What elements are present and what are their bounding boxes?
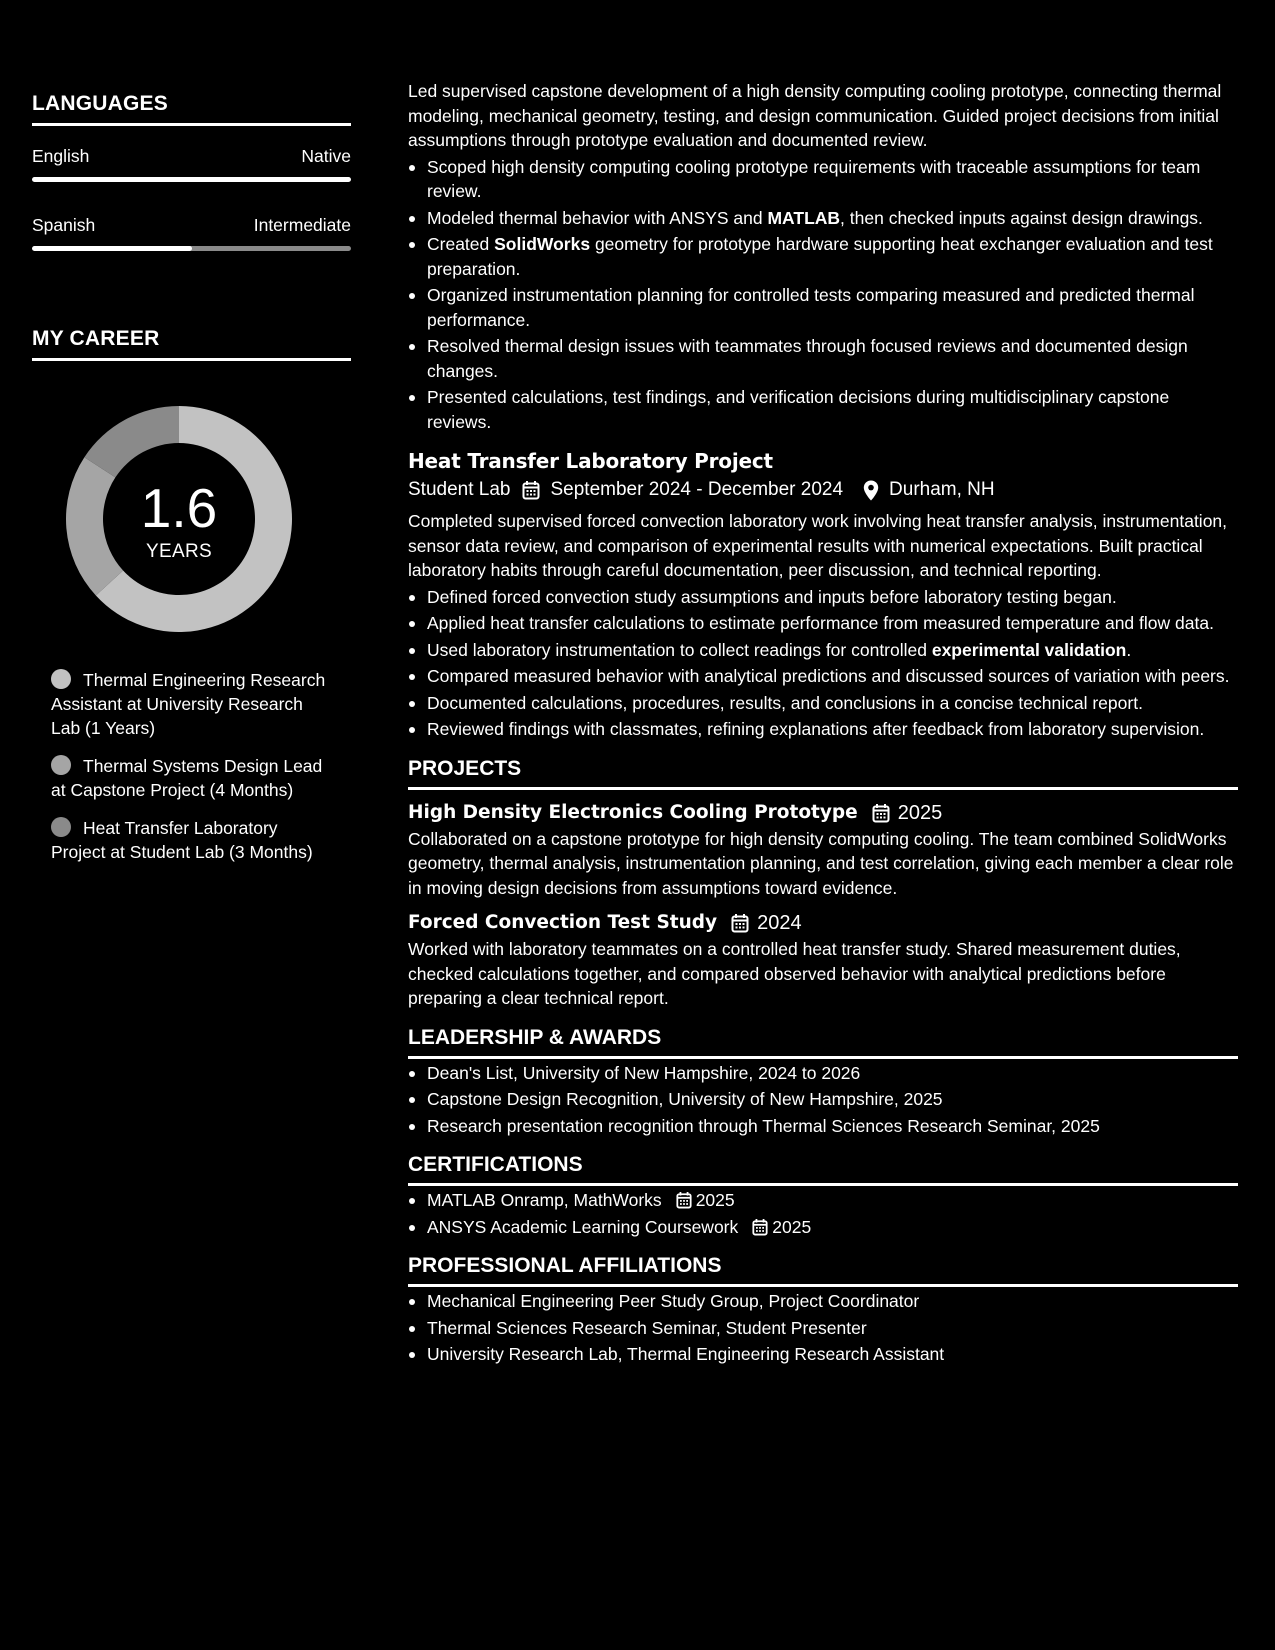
leadership-heading: LEADERSHIP & AWARDS [408, 1024, 1238, 1059]
job-org: Student Lab [408, 479, 511, 500]
career-legend-label: Thermal Systems Design Lead at Capstone Project (4 Months) [51, 756, 323, 800]
project-name: High Density Electronics Cooling Prototype [408, 801, 858, 823]
certification-item [408, 1188, 1238, 1213]
bullet-item: Compared measured behavior with analytical predictions and discussed sources of variation with peers. [408, 664, 1238, 689]
career-heading: MY CAREER [32, 327, 351, 361]
job-title: Heat Transfer Laboratory Project [408, 449, 773, 473]
bullet-item: Scoped high density computing cooling prototype requirements with traceable assumptions for team review. [408, 155, 1238, 204]
career-legend [51, 668, 333, 864]
bullet-item: Modeled thermal behavior with ANSYS and MATLAB, then checked inputs against design drawings. [408, 206, 1238, 231]
career-legend-item [51, 668, 333, 740]
calendar-icon [731, 913, 749, 933]
leadership-item: Dean's List, University of New Hampshire, 2024 to 2026 [408, 1061, 1238, 1086]
bullet-item: Created SolidWorks geometry for prototype hardware supporting heat exchanger evaluation and test preparation. [408, 232, 1238, 281]
certifications-heading: CERTIFICATIONS [408, 1151, 1238, 1186]
bullet-item: Defined forced convection study assumptions and inputs before laboratory testing began. [408, 585, 1238, 610]
language-bar-fill [32, 246, 192, 251]
certification-name: ANSYS Academic Learning Coursework [427, 1216, 739, 1237]
project-year: 2024 [757, 912, 802, 934]
language-name: Spanish [32, 215, 96, 235]
legend-dot [51, 755, 71, 775]
leadership-item: Research presentation recognition through Thermal Sciences Research Seminar, 2025 [408, 1114, 1238, 1139]
bullet-item: Organized instrumentation planning for controlled tests comparing measured and predicted thermal performance. [408, 283, 1238, 332]
job-bullets [408, 585, 1238, 742]
language-level: Intermediate [253, 215, 351, 235]
sidebar [32, 92, 351, 878]
legend-dot [51, 669, 71, 689]
job-dates: September 2024 - December 2024 [550, 479, 844, 500]
calendar-icon [522, 480, 540, 500]
project-description: Worked with laboratory teammates on a controlled heat transfer study. Shared measurement duties, checked calculations together, and compared observed behavior with analytical predictions before preparing a clear technical report. [408, 939, 1181, 1008]
language-level: Native [301, 146, 351, 166]
bullet-item: Resolved thermal design issues with teammates through focused reviews and documented design changes. [408, 334, 1238, 383]
project-title [408, 909, 1238, 937]
calendar-icon [752, 1218, 768, 1236]
affiliations-heading: PROFESSIONAL AFFILIATIONS [408, 1252, 1238, 1287]
calendar-icon [676, 1191, 692, 1209]
legend-dot [51, 817, 71, 837]
project-name: Forced Convection Test Study [408, 912, 718, 933]
career-legend-label: Heat Transfer Laboratory Project at Student Lab (3 Months) [51, 818, 313, 862]
affiliation-item: Mechanical Engineering Peer Study Group, Project Coordinator [408, 1289, 1238, 1314]
certification-item [408, 1215, 1238, 1240]
language-name: English [32, 146, 90, 166]
bullet-item: Applied heat transfer calculations to estimate performance from measured temperature and flow data. [408, 611, 1238, 636]
certification-year: 2025 [772, 1216, 812, 1237]
affiliations-list [408, 1289, 1238, 1367]
languages-heading: LANGUAGES [32, 92, 351, 126]
map-pin-icon [863, 480, 879, 501]
main-content [408, 79, 1238, 1369]
certifications-list [408, 1188, 1238, 1239]
job-meta [408, 475, 1238, 505]
career-legend-label: Thermal Engineering Research Assistant at University Research Lab (1 Years) [51, 670, 326, 738]
job-summary: Completed supervised forced convection laboratory work involving heat transfer analysis, instrumentation, sensor data review, and comparison of experimental results with numerical expectations. Built practical laboratory habits through careful documentation, peer discussion, and technical reporting. [408, 511, 1228, 580]
calendar-icon [872, 803, 890, 823]
career-donut-chart [66, 406, 292, 632]
language-english [32, 145, 351, 182]
career-total-unit: YEARS [146, 541, 212, 562]
project-description: Collaborated on a capstone prototype for high density computing cooling. The team combined SolidWorks geometry, thermal analysis, instrumentation planning, and test correlation, giving each member a clear role in moving design decisions from assumptions toward evidence. [408, 828, 1234, 898]
bullet-item: Presented calculations, test findings, and verification decisions during multidisciplinary capstone reviews. [408, 385, 1238, 434]
affiliation-item: University Research Lab, Thermal Engineering Research Assistant [408, 1342, 1238, 1367]
bullet-item: Used laboratory instrumentation to collect readings for controlled experimental validation. [408, 638, 1238, 663]
projects-heading: PROJECTS [408, 755, 1238, 790]
project-year: 2025 [897, 801, 943, 824]
certification-year: 2025 [695, 1190, 735, 1210]
leadership-list [408, 1061, 1238, 1139]
capstone-summary: Led supervised capstone development of a high density computing cooling prototype, connecting thermal modeling, mechanical geometry, testing, and design communication. Guided project decisions from initial assumptions through prototype evaluation and documented review. [408, 81, 1222, 150]
career-legend-item [51, 754, 333, 802]
bullet-item: Reviewed findings with classmates, refining explanations after feedback from laboratory supervision. [408, 717, 1238, 742]
career-total-years: 1.6 [140, 477, 218, 539]
language-bar [32, 246, 351, 251]
bullet-item: Documented calculations, procedures, results, and conclusions in a concise technical report. [408, 691, 1238, 716]
career-legend-item [51, 816, 333, 864]
language-bar [32, 177, 351, 182]
affiliation-item: Thermal Sciences Research Seminar, Student Presenter [408, 1316, 1238, 1341]
language-bar-fill [32, 177, 351, 182]
job-location: Durham, NH [889, 479, 995, 500]
leadership-item: Capstone Design Recognition, University of New Hampshire, 2025 [408, 1087, 1238, 1112]
language-spanish [32, 214, 351, 251]
capstone-bullets [408, 155, 1238, 435]
project-title [408, 799, 1238, 827]
certification-name: MATLAB Onramp, MathWorks [427, 1190, 662, 1210]
